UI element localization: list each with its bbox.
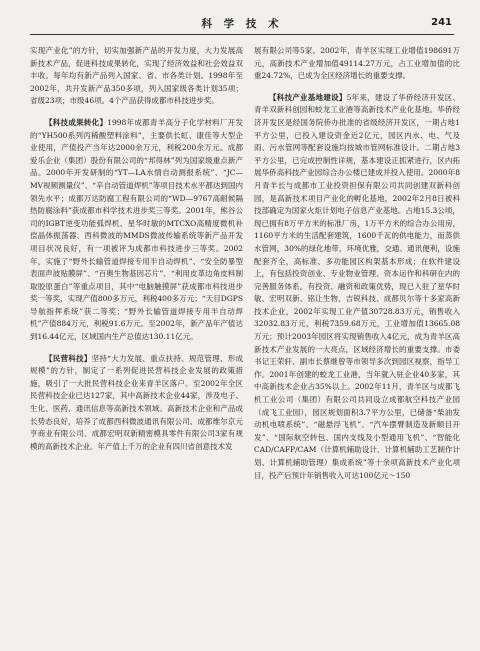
running-title: 科 学 技 术 <box>201 18 283 30</box>
private-tech-paragraph <box>30 353 243 454</box>
private-tech-text: 坚持“大力发展、重点扶持、规范管理、形成规模”的方针，制定了一系列促进民营科技企业发展的政策措施，吸引了一大批民营科技企业来青羊区落户。至2002年全区民营科技企业已达127家，其中高新技术企业44家，涉及电子、生化、医药、通讯信息等高新技术领域。高新技术企业和产品成长势态良好，培养了成都西科微波通讯有限公司、成都维尔京元亨商业有限公司、成都宏明双新精密模具零件有限公司3家有规模的高新技术企业。年产值上千万的企业有四川省创意技术发 <box>30 353 244 451</box>
achievements-heading: 【科技成果转化】 <box>45 117 108 127</box>
right-column <box>254 45 460 482</box>
achievements-text: 1998年成都青羊高分子化学材料厂开发的“YH500系列丙稀酸塑料涂料”，主要供长虹、康佳等大型企业使用，产值投产当年达2000余万元，利税200余万元。成都爱乐企业（集团）股份有限公司的“邦得林”列为国家级重点新产品。2000年开发研制的“YT—LA水情自动测报系统”、“JC—MV视频测量仪”、“辛自动管道焊机”等项目技术水平都达到国内领先水平；成都万达防腐工程有限公司的“WD—9767高耐候隔热防腐涂料”获成都市科学技术进步奖三等奖。2001年，熊谷公司的IGBT逆变功能弧焊机、星华时敏的MTCXO高精度微机补偿晶体振荡器、西科微波的MMDS微波传输系统等新产品开发项目状况良好，有一项被评为成都市科技进步三等奖。2002年，实施了“野外长输管道焊接专用半自动焊机”、“安全防暴型表面声波贴膜屏”、“百奥生物基因芯片”、“利用皮革边角皮料制取胶原蛋白”等重点项目，其中“电脑触摸屏”获成都市科技进步奖一等奖，实现产值800多万元，利税400多万元；“天目DGPS导航指挥系统”获二等奖；“野外长输管道焊接专用半自动焊机”产值884万元，利税91.6万元。至2002年，新产品年产值达到16.44亿元，区域国内生产总值达130.11亿元。 <box>30 117 243 342</box>
left-intro-paragraph: 实现产业化”的方针，切实加强新产品的开发力度，大力发展高新技术产品，促进科技成果转化，实现了经济效益和社会效益双丰收。每年均有新产品列入国家、省、市各类计划。1998年至2002年，共开发新产品350多项，列入国家级各类计划35项；省级23项；市级46项。4个产品获得成都市科技进步奖。 <box>30 46 243 106</box>
page-header <box>30 14 454 35</box>
left-column <box>30 45 243 453</box>
page-number: 241 <box>431 17 452 28</box>
right-intro-paragraph: 展有限公司等5家。2002年，青羊区实现工业增值198691万元，高新技术产业增加值49114.27万元，占工业增加值的比重24.72%，已成为全区经济增长的重要支撑。 <box>254 46 460 81</box>
base-construction-heading: 【科技产业基地建设】 <box>269 92 347 102</box>
achievements-paragraph <box>30 117 243 344</box>
base-construction-paragraph <box>254 92 460 482</box>
base-construction-text: 5年来，建设了华侨经济开发区、青羊双新科创园和蛟龙工业港等高新技术产业化基地。华侨经济开发区是经国务院侨办批准的省级经济开发区，一期占地1平方公里，已投入建设资金近2亿元，园区内水、电、气及雨、污水管网等配套设施均按城市管网标准设计。二期占地3平方公里，已完成控制性详规，基本建设正抓紧进行，区内拓展华侨高科技产业园综合办公楼已建成并投入使用。2000年8月青羊长与成都市工业投资担保有限公司共同创建双新科创园，是高新技术项目产业化的孵化基地，2002年2月8日被科技部确定为国家火炬计划电子信息产业基地。占地15.3公顷，现已拥有8万平方米的标准厂房，1万平方米的综合办公用房，1160平方米的生活配套建筑，1600千瓦的供电能力，而蒸供水管网，30%的绿化地带，环境优雅，交通、通讯便利，设施配套齐全，高标准、多功能园区构架基本形成；在软件建设上，有包括投资创业、专业物业管理、资本运作和科研在内的完善服务体系。有投资、融资和政策优势，现已入驻了星华时敏、宏明双新、铭让生物、吉锐科技、成都贝尔等十多家高新技术企业，2002年实现工业产值30728.83万元，销售收入32032.83万元，利税7359.68万元，工业增加值13665.08万元；预计2003年园区将实现销售收入4亿元，成为青羊区高新技术产业发展的一大亮点，区域经济增长的重要支撑。市委书记王荣轩、副市长蔡继曾等市领导多次到园区视察，指导工作。2001年创建的蛟龙工业港，当年就入驻企业40多家，其中高新技术企业占35%以上。2002年11月，青羊区与成都飞机工业公司（集团）有限公司共同设立成都航空科技产业园（成飞工业园），园区规划面积3.7平方公里，已储备“柴油发动机电喷系统”、“磁悬浮飞机”、“汽车摆臂制造及新顺目开发”、“国际航空转包、国内支线及小型通用飞机”、“智能化CAD/CAFP/CAM（计算机辅助设计、计算机辅助工艺制作计划、计算机辅助管理）集成系统”等十余项高新技术产业化项目，投产后预计年销售收入可达100亿元～150 <box>254 92 460 480</box>
private-tech-heading: 【民营科技】 <box>45 353 92 363</box>
